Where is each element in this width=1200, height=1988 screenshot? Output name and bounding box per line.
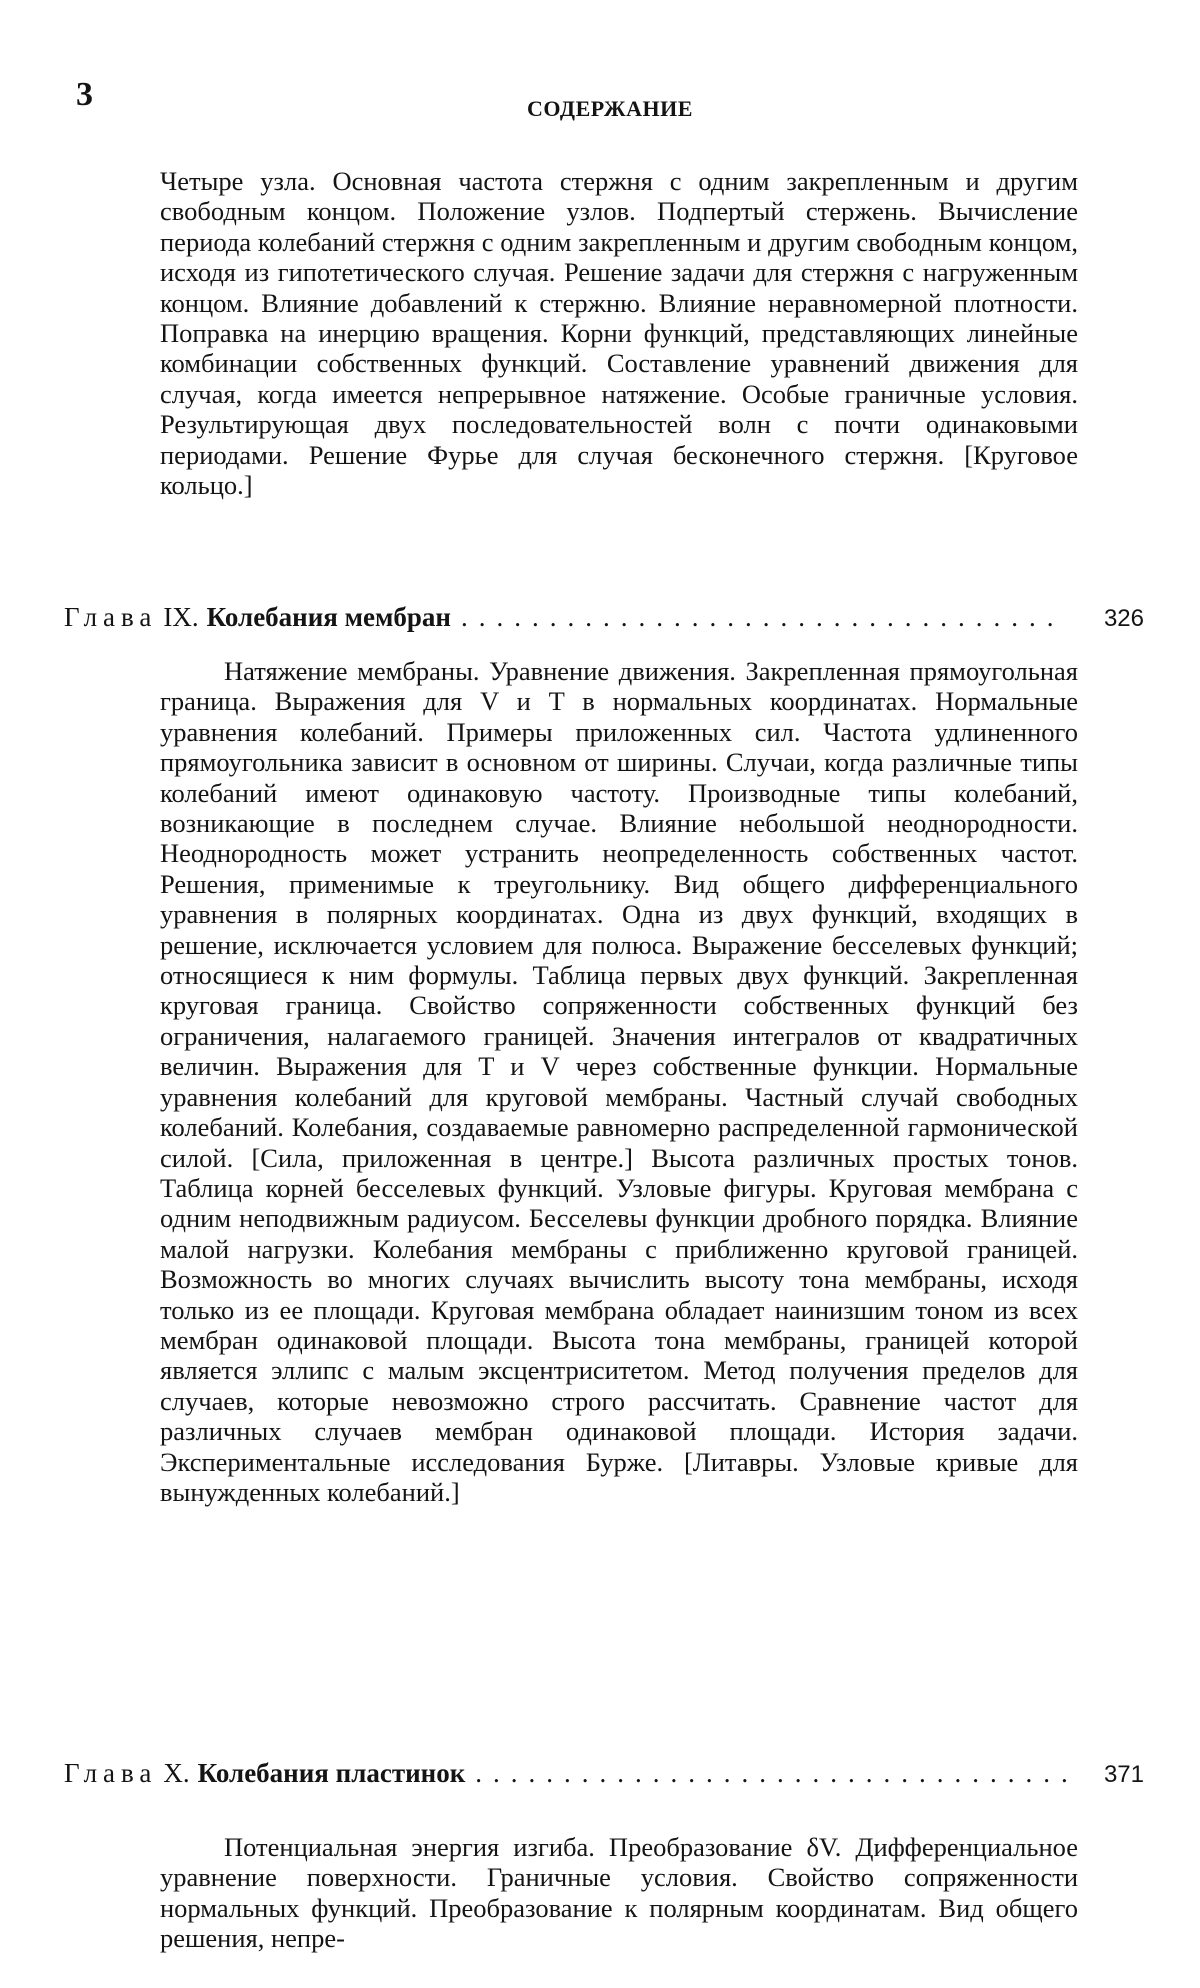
chapter-9-summary: Натяжение мембраны. Уравнение движения. Закрепленная прямоугольная граница. Выражения для V и T в нормальных координатах. Нормальные уравнения колебаний. Примеры приложенных сил. Частота удлиненного прямоугольника зависит в основном от ширины. Случаи, когда различные типы колебаний имеют одинаковую частоту. Производные типы колебаний, возникающие в последнем случае. Влияние небольшой неоднородности. Неоднородность может устранить неопределенность собственных частот. Решения, применимые к треугольнику. Вид общего дифференциального уравнения в полярных координатах. Одна из двух функций, входящих в решение, исключается условием для полюса. Выражение бесселевых функций; относящиеся к ним формулы. Таблица первых двух функций. Закрепленная круговая граница. Свойство сопряженности собственных функций без ограничения, налагаемого границей. Значения интегралов от квадратичных величин. Выражения для T и V через собственные функции. Нормальные уравнения колебаний для круговой мембраны. Частный случай свободных колебаний. Колебания, создаваемые равномерно распределенной гармонической силой. [Сила, приложенная в центре.] Высота различных простых тонов. Таблица корней бесселевых функций. Узловые фигуры. Круговая мембрана с одним неподвижным радиусом. Бесселевы функции дробного порядка. Влияние малой нагрузки. Колебания мембраны с приближенно круговой границей. Возможность во многих случаях вычислить высоту тона мембраны, исходя только из ее площади. Круговая мембрана обладает наинизшим тоном из всех мембран одинаковой площади. Высота тона мембраны, границей которой является эллипс с малым эксцентриситетом. Метод получения пределов для случаев, которые невозможно строго рассчитать. Сравнение частот для различных случаев мембран одинаковой площади. История задачи. Экспериментальные исследования Бурже. [Литавры. Узловые кривые для вынужденных колебаний.] [160,656,1078,1507]
chapter-title: Колебания мембран [206,602,451,632]
chapter-page-number: 326 [1103,605,1144,632]
intro-paragraph: Четыре узла. Основная частота стержня с одним закрепленным и другим свободным концом. Положение узлов. Подпертый стержень. Вычисление периода колебаний стержня с одним закрепленным и другим свободным концом, исходя из гипотетического случая. Решение задачи для стержня с нагруженным концом. Влияние добавлений к стержню. Влияние неравномерной плотности. Поправка на инерцию вращения. Корни функций, представляющих линейные комбинации собственных функций. Составление уравнений движения для случая, когда имеется непрерывное натяжение. Особые граничные условия. Результирующая двух последовательностей волн с почти одинаковыми периодами. Решение Фурье для случая бесконечного стержня. [Круговое кольцо.] [160,166,1078,501]
chapter-page-number: 371 [1103,1761,1144,1788]
chapter-number: IX. [163,602,199,632]
dot-leader: .................................. [475,1758,1079,1788]
running-head: СОДЕРЖАНИЕ [527,96,693,121]
toc-entry-chapter-9[interactable] [64,602,1144,642]
toc-entry-chapter-10[interactable] [64,1758,1144,1798]
chapter-label: Глава [64,1758,158,1788]
page-number: 3 [76,76,93,113]
chapter-number: X. [163,1758,190,1788]
chapter-label: Глава [64,602,158,632]
chapter-10-summary: Потенциальная энергия изгиба. Преобразование δV. Дифференциальное уравнение поверхности. Граничные условия. Свойство сопряженности нормальных функций. Преобразование к полярным координатам. Вид общего решения, непре- [160,1832,1078,1954]
chapter-title: Колебания пластинок [197,1758,466,1788]
dot-leader: .................................. [461,602,1065,632]
